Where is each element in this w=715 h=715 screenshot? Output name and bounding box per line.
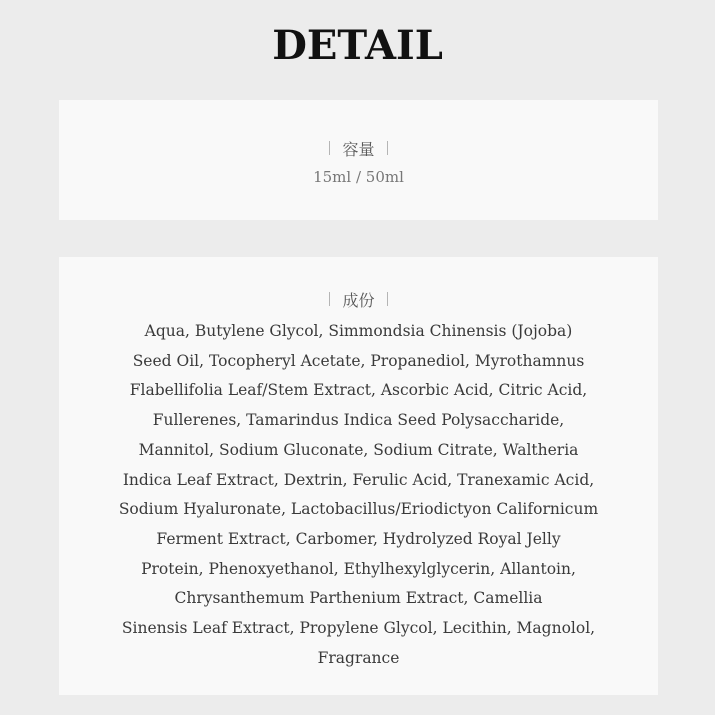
capacity-card bbox=[59, 100, 658, 220]
ingredients-card bbox=[59, 257, 658, 695]
ingredient-line: Aqua, Butylene Glycol, Simmondsia Chinensis (Jojoba) bbox=[144, 322, 573, 340]
divider-left bbox=[329, 292, 330, 306]
ingredient-list bbox=[59, 317, 658, 673]
capacity-label: 容量 bbox=[342, 139, 375, 159]
divider-right bbox=[387, 292, 388, 306]
ingredient-line: Fullerenes, Tamarindus Indica Seed Polysaccharide, bbox=[152, 411, 565, 430]
ingredients-heading bbox=[59, 288, 658, 310]
ingredient-line: Sodium Hyaluronate, Lactobacillus/Eriodictyon Californicum bbox=[118, 500, 599, 519]
divider-left bbox=[329, 141, 330, 155]
ingredient-line: Mannitol, Sodium Gluconate, Sodium Citrate, Waltheria bbox=[138, 440, 579, 459]
ingredient-line: Seed Oil, Tocopheryl Acetate, Propanediol, Myrothamnus bbox=[132, 351, 585, 370]
capacity-heading bbox=[59, 137, 658, 159]
ingredients-label: 成份 bbox=[342, 290, 375, 310]
ingredient-line: Flabellifolia Leaf/Stem Extract, Ascorbic Acid, Citric Acid, bbox=[129, 381, 588, 400]
ingredient-line: Chrysanthemum Parthenium Extract, Camellia bbox=[174, 589, 543, 608]
capacity-value: 15ml / 50ml bbox=[313, 168, 404, 186]
ingredient-line: Sinensis Leaf Extract, Propylene Glycol, Lecithin, Magnolol, bbox=[121, 619, 596, 638]
ingredient-line: Indica Leaf Extract, Dextrin, Ferulic Acid, Tranexamic Acid, bbox=[122, 470, 595, 489]
ingredient-line: Fragrance bbox=[317, 648, 400, 667]
page-title: DETAIL bbox=[272, 22, 443, 69]
ingredient-line: Ferment Extract, Carbomer, Hydrolyzed Royal Jelly bbox=[156, 529, 561, 548]
divider-right bbox=[387, 141, 388, 155]
ingredient-line: Protein, Phenoxyethanol, Ethylhexylglycerin, Allantoin, bbox=[141, 559, 576, 578]
